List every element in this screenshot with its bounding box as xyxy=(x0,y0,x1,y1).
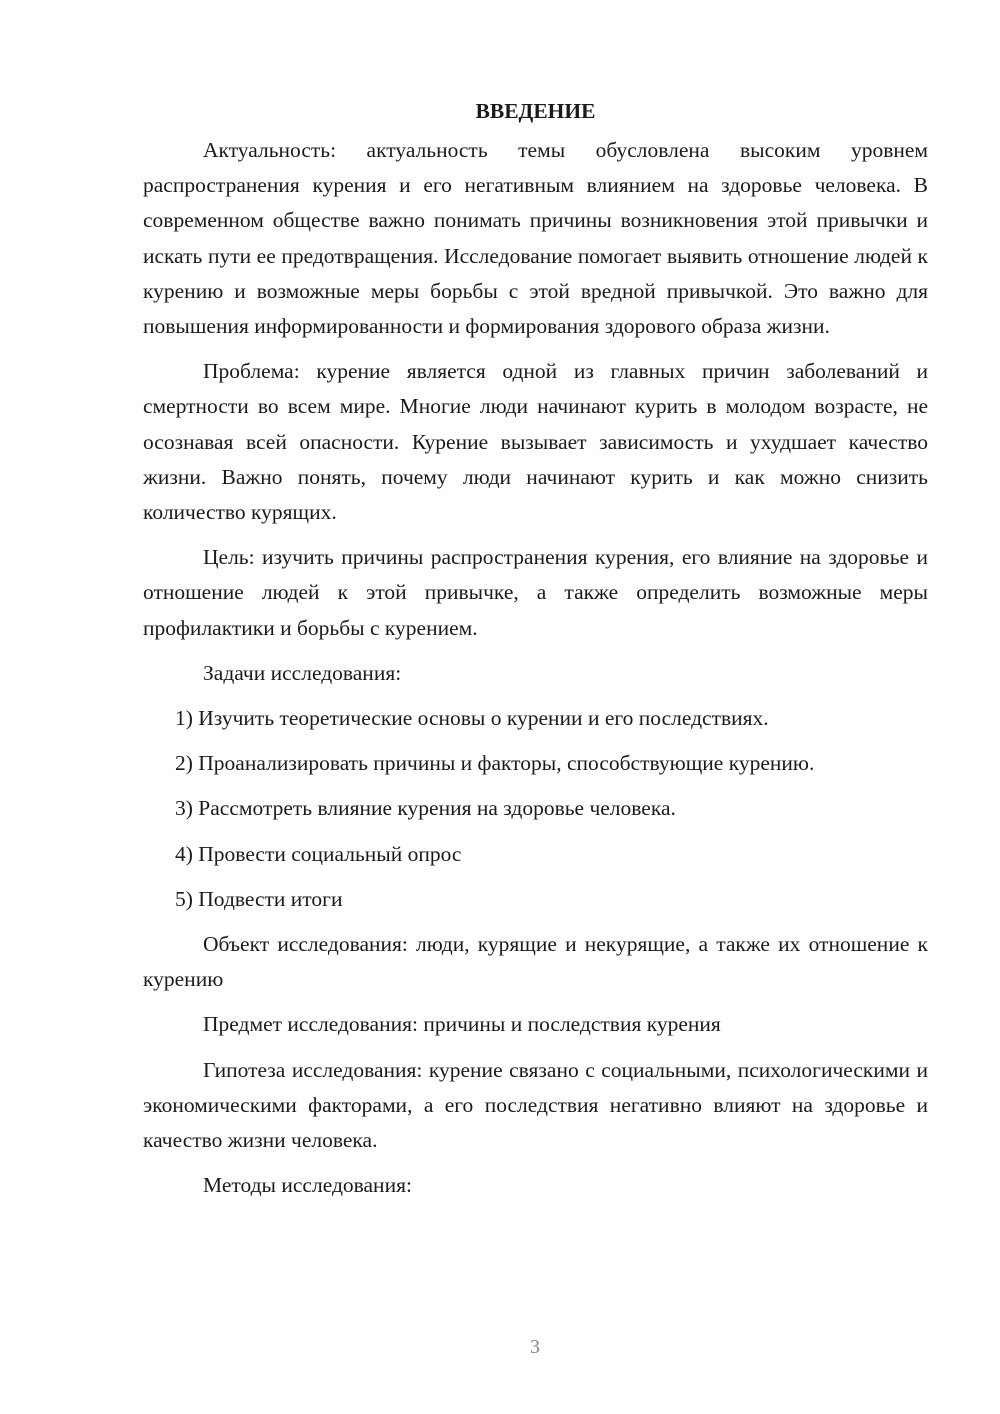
tasks-heading: Задачи исследования: xyxy=(203,660,402,685)
relevance-paragraph: Актуальность: актуальность темы обусловлена высоким уровнем распространения курения и его негативным влиянием на здоровье человека. В современном обществе важно понимать причины возникновения этой привычки и искать пути ее предотвращения. Исследование помогает выявить отношение людей к курению и возможные меры борьбы с этой вредной привычкой. Это важно для повышения информированности и формирования здорового образа жизни. xyxy=(143,138,928,339)
task-item-5: 5) Подвести итоги xyxy=(175,886,343,911)
subject-paragraph: Предмет исследования: причины и последствия курения xyxy=(203,1012,721,1037)
goal-paragraph: Цель: изучить причины распространения курения, его влияние на здоровье и отношение людей к этой привычке, а также определить возможные меры профилактики и борьбы с курением. xyxy=(143,545,928,640)
task-item-4: 4) Провести социальный опрос xyxy=(175,841,462,866)
object-paragraph: Объект исследования: люди, курящие и некурящие, а также их отношение к курению xyxy=(143,932,928,992)
document-page xyxy=(143,96,928,1213)
hypothesis-paragraph: Гипотеза исследования: курение связано с социальными, психологическими и экономическими факторами, а его последствия негативно влияют на здоровье и качество жизни человека. xyxy=(143,1057,928,1153)
problem-paragraph: Проблема: курение является одной из главных причин заболеваний и смертности во всем мире. Многие люди начинают курить в молодом возрасте, не осознавая всей опасности. Курение вызывает зависимость и ухудшает качество жизни. Важно понять, почему люди начинают курить и как можно снизить количество курящих. xyxy=(143,359,928,525)
task-item-1: 1) Изучить теоретические основы о курении и его последствиях. xyxy=(175,706,769,731)
methods-heading: Методы исследования: xyxy=(203,1173,412,1198)
section-title: ВВЕДЕНИЕ xyxy=(475,99,596,123)
page-number: 3 xyxy=(530,1336,540,1358)
task-item-3: 3) Рассмотреть влияние курения на здоровье человека. xyxy=(175,796,676,821)
task-item-2: 2) Проанализировать причины и факторы, способствующие курению. xyxy=(175,751,815,776)
